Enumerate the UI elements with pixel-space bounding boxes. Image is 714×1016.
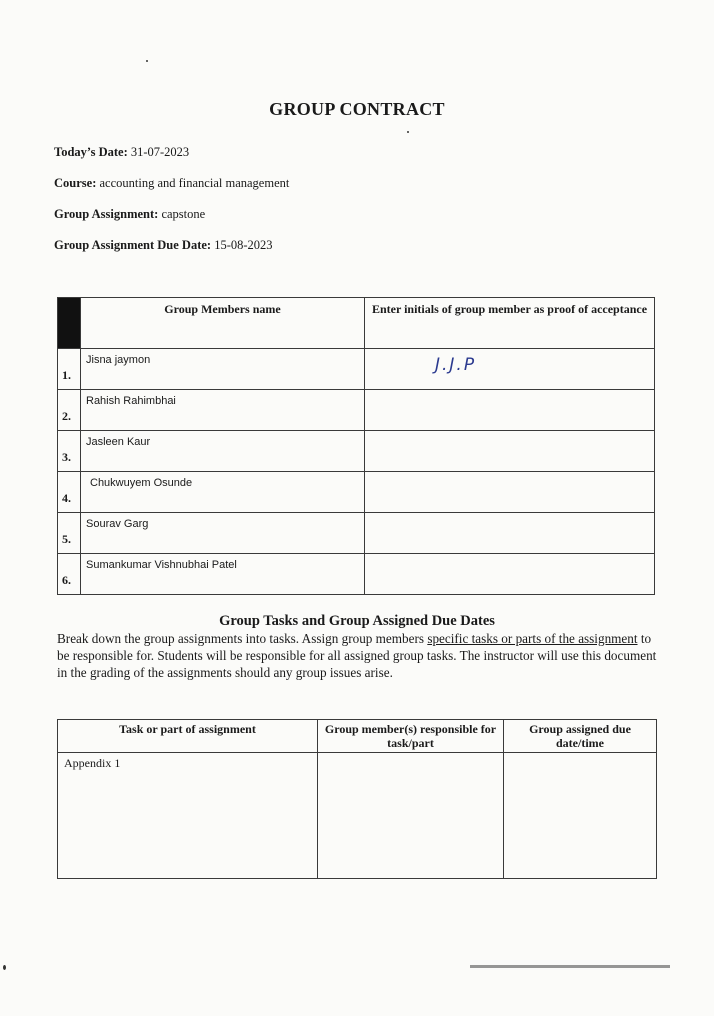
member-initials [365, 554, 655, 595]
row-number: 6. [58, 554, 81, 595]
field-value: 15-08-2023 [214, 238, 273, 252]
instructions-underlined-text: specific tasks or parts of the assignment [427, 631, 638, 646]
table-row [58, 753, 657, 879]
field-value: accounting and financial management [99, 176, 290, 190]
scan-speck [3, 965, 6, 970]
field-label: Group Assignment: [54, 207, 159, 221]
group-assignment-field [54, 207, 205, 222]
row-number: 5. [58, 513, 81, 554]
table-row [58, 554, 655, 595]
field-value: capstone [161, 207, 206, 221]
field-label: Group Assignment Due Date: [54, 238, 212, 252]
page-title: GROUP CONTRACT [269, 99, 445, 119]
row-number: 2. [58, 390, 81, 431]
responsible-cell [318, 753, 504, 879]
todays-date-field [54, 145, 189, 160]
member-initials [365, 431, 655, 472]
member-name: Jisna jaymon [81, 349, 365, 390]
member-initials [365, 472, 655, 513]
row-number: 1. [58, 349, 81, 390]
due-date-cell [504, 753, 657, 879]
row-number: 4. [58, 472, 81, 513]
member-name: Chukwuyem Osunde [81, 472, 365, 513]
member-initials [365, 390, 655, 431]
number-header-cell [58, 298, 81, 349]
table-row [58, 390, 655, 431]
table-header-row [58, 720, 657, 753]
member-initials: J.J.P [365, 349, 655, 390]
instructions-text: Break down the group assignments into tasks. Assign group members [57, 631, 428, 646]
table-header-row [58, 298, 655, 349]
member-initials [365, 513, 655, 554]
scan-speck [407, 131, 409, 133]
table-row [58, 349, 655, 390]
scan-speck [146, 60, 148, 62]
row-number: 3. [58, 431, 81, 472]
table-row [58, 472, 655, 513]
table-row [58, 431, 655, 472]
responsible-header: Group member(s) responsible for task/part [318, 720, 504, 753]
table-row [58, 513, 655, 554]
due-date-field [54, 238, 273, 253]
field-label: Today’s Date: [54, 145, 128, 159]
course-field [54, 176, 289, 191]
tasks-instructions [57, 630, 657, 681]
member-name: Rahish Rahimbhai [81, 390, 365, 431]
member-name: Sourav Garg [81, 513, 365, 554]
members-name-header: Group Members name [81, 298, 365, 349]
tasks-section-title: Group Tasks and Group Assigned Due Dates [219, 613, 495, 629]
member-name: Sumankumar Vishnubhai Patel [81, 554, 365, 595]
task-cell: Appendix 1 [58, 753, 318, 879]
group-members-table [57, 297, 655, 595]
field-value: 31-07-2023 [130, 145, 190, 159]
instructions-text: to be responsible for. Students will be responsible for all assigned group tasks. The instructor will use this document in the grading of the assignments should any group issues arise. [57, 631, 657, 680]
due-date-header: Group assigned due date/time [504, 720, 657, 753]
task-header: Task or part of assignment [58, 720, 318, 753]
tasks-table [57, 719, 657, 879]
initials-header: Enter initials of group member as proof of acceptance [365, 298, 655, 349]
scan-smudge [470, 965, 670, 968]
field-label: Course: [54, 176, 97, 190]
member-name: Jasleen Kaur [81, 431, 365, 472]
